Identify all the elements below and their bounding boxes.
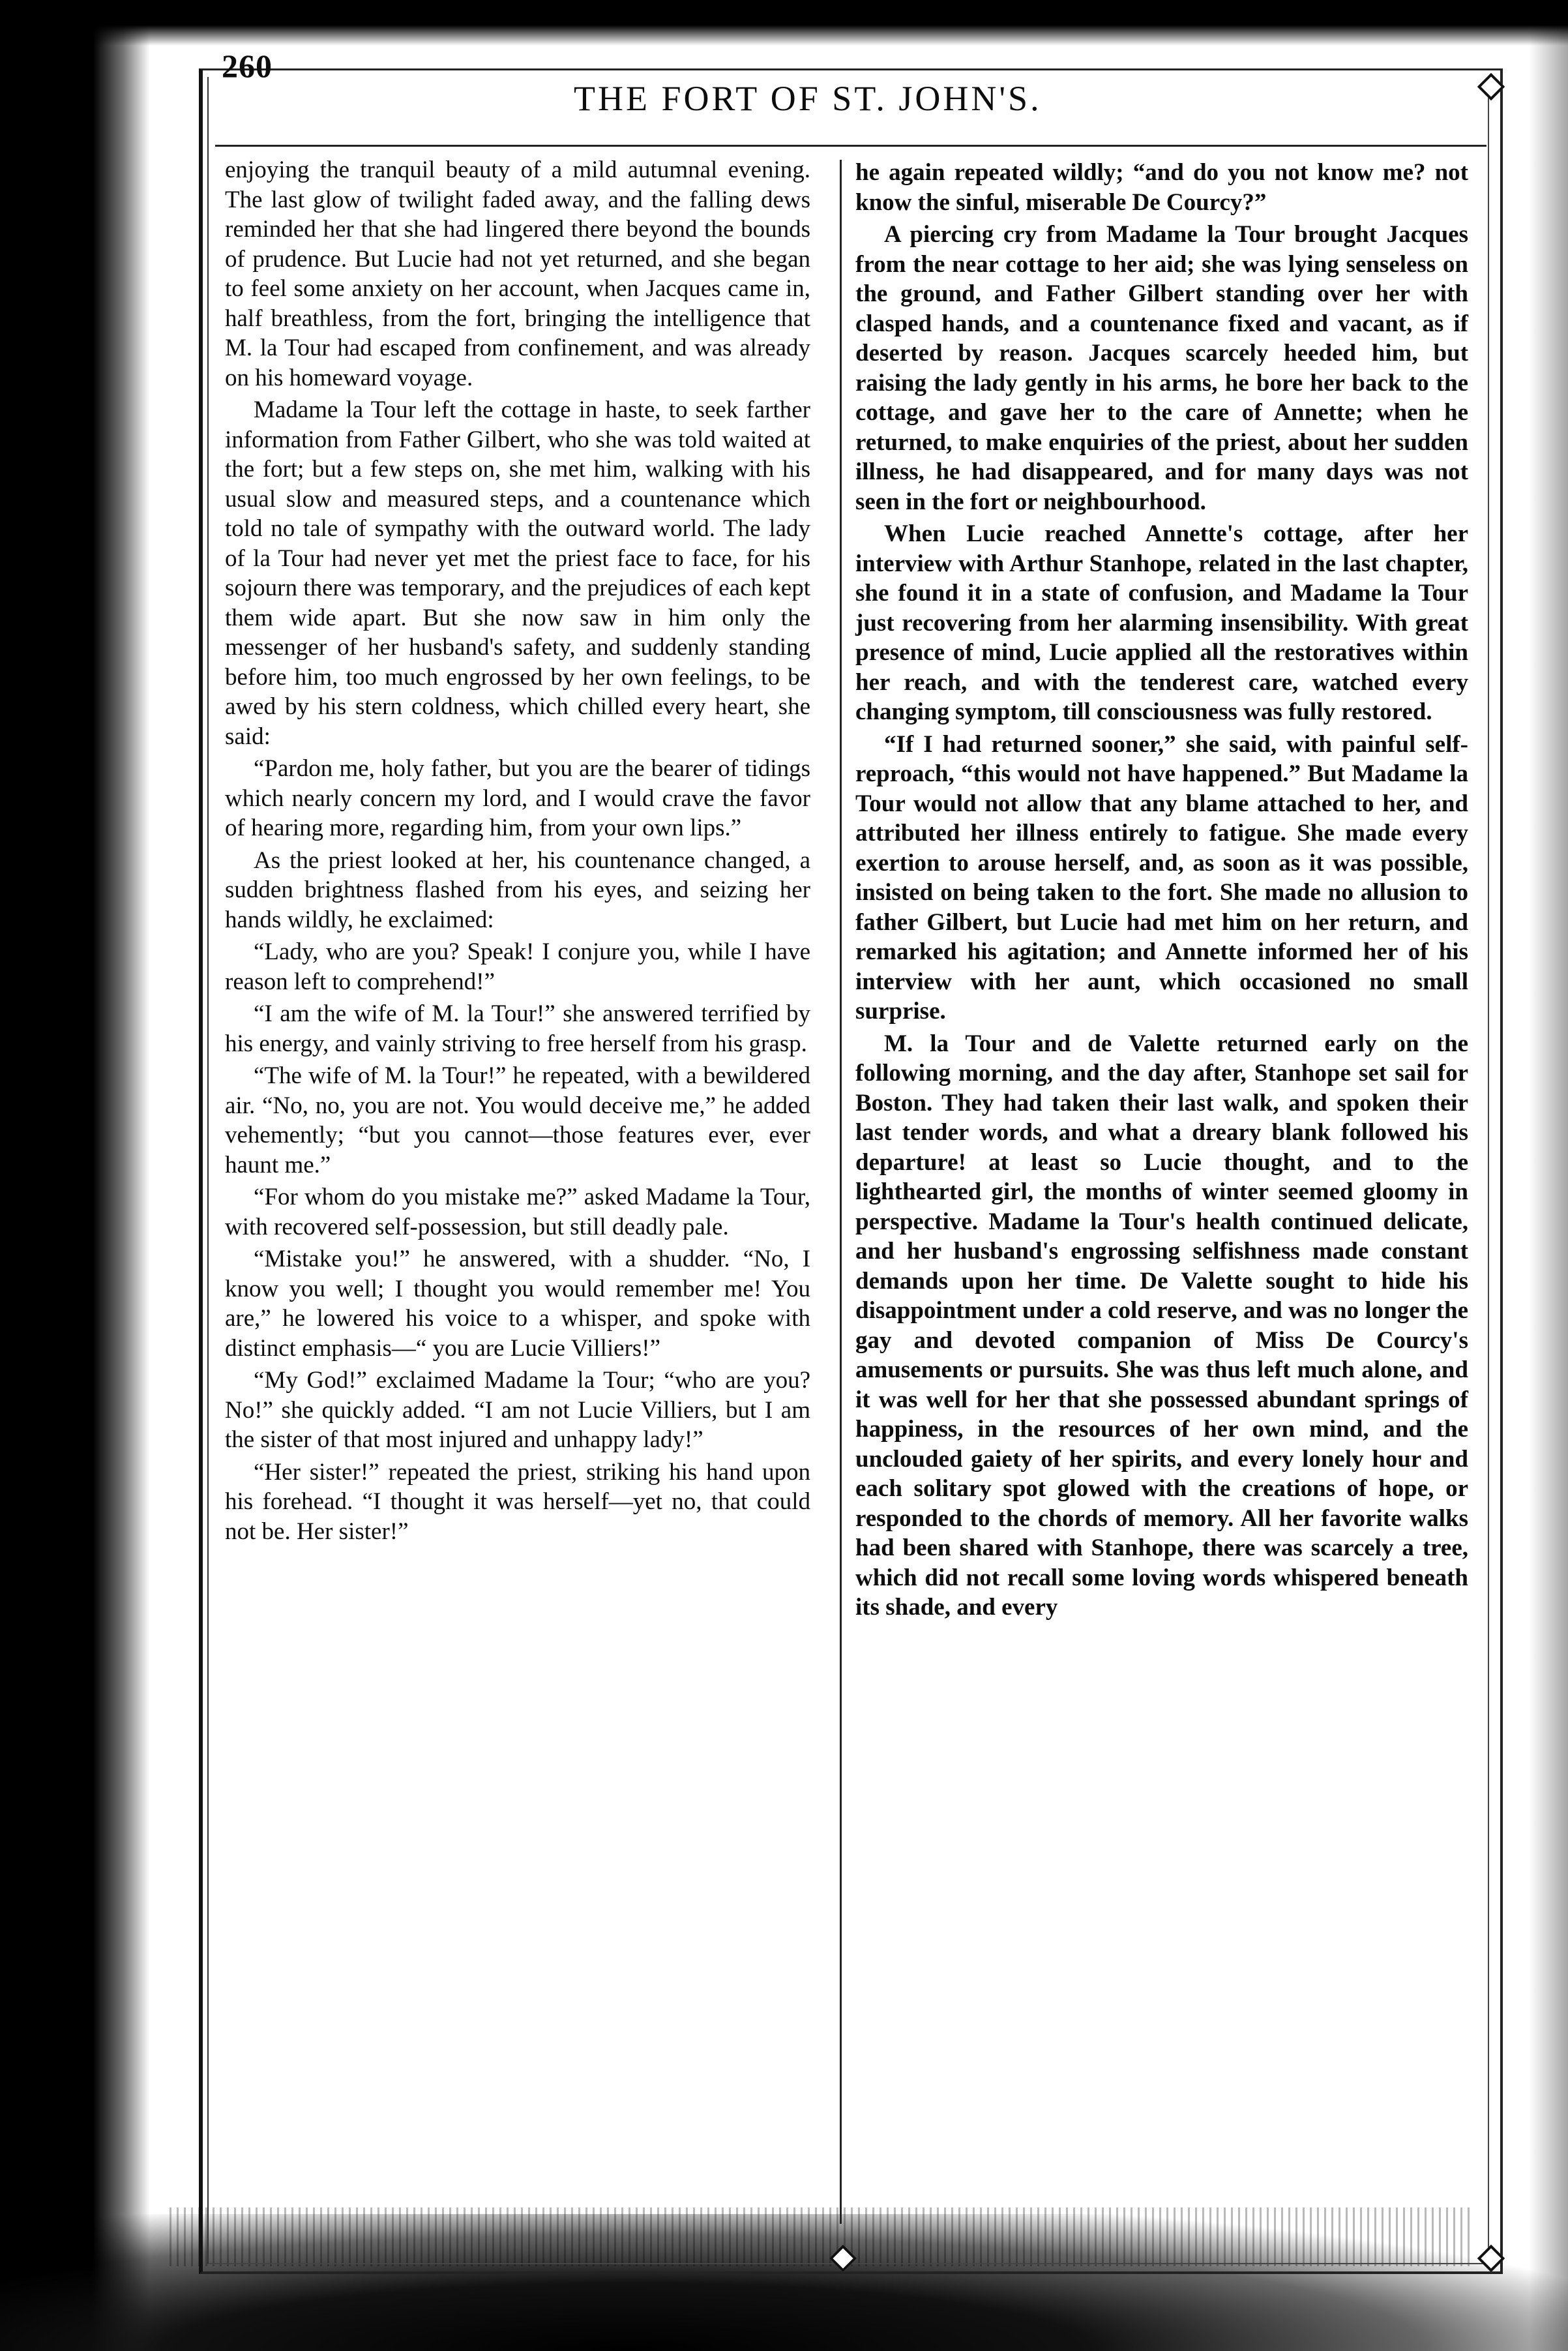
paragraph: When Lucie reached Annette's cottage, after her interview with Arthur Stanhope, related in the last chapter, she found it in a state of confusion, and Madame la Tour just recovering from her alarming insensibility. With great presence of mind, Lucie applied all the restoratives within her reach, and with the tenderest care, watched every changing symptom, till consciousness was fully restored. <box>855 520 1468 725</box>
paragraph: “If I had returned sooner,” she said, with painful self-reproach, “this would not have happened.” But Madame la Tour would not allow that any blame attached to her, and attributed her illness entirely to fatigue. She made every exertion to arouse herself, and, as soon as it was possible, insisted on being taken to the fort. She made no allusion to father Gilbert, but Lucie had met him on her return, and remarked his agitation; and Annette informed her of his interview with her aunt, which occasioned no small surprise. <box>855 730 1468 1025</box>
scan-binding-shadow <box>0 0 150 2351</box>
running-head: THE FORT OF ST. JOHN'S. <box>574 79 1042 118</box>
paragraph: “Pardon me, holy father, but you are the bearer of tidings which nearly concern my lord, and I would crave the favor of hearing more, regarding him, from your own lips.” <box>225 755 810 841</box>
paragraph: “I am the wife of M. la Tour!” she answered terrified by his energy, and vainly striving to free herself from his grasp. <box>225 1000 810 1057</box>
paragraph: As the priest looked at her, his countenance changed, a sudden brightness flashed from his eyes, and seizing her hands wildly, he exclaimed: <box>225 846 810 933</box>
column-divider <box>840 160 842 2224</box>
paragraph: “My God!” exclaimed Madame la Tour; “who are you? No!” she quickly added. “I am not Lucie Villiers, but I am the sister of that most injured and unhappy lady!” <box>225 1367 810 1453</box>
scan-top-edge <box>0 0 1568 46</box>
scan-right-edge <box>1529 0 1568 2351</box>
paragraph: “The wife of M. la Tour!” he repeated, with a bewildered air. “No, no, you are not. You would deceive me,” he added vehemently; “but you cannot—those features ever, ever haunt me.” <box>225 1062 810 1178</box>
paragraph: Madame la Tour left the cottage in haste, to seek farther information from Father Gilbert, who she was told waited at the fort; but a few steps on, she met him, walking with his usual slow and measured steps, and a countenance which told no tale of sympathy with the outward world. The lady of la Tour had never yet met the priest face to face, for his sojourn there was temporary, and the prejudices of each kept them wide apart. But she now saw in him only the messenger of her husband's safety, and suddenly standing before him, too much engrossed by her own feelings, to be awed by his stern coldness, which chilled every heart, she said: <box>225 397 810 750</box>
header-rule <box>215 145 1487 147</box>
paragraph: he again repeated wildly; “and do you not know me? not know the sinful, miserable De Courcy?” <box>855 159 1468 216</box>
right-column <box>855 158 1468 1625</box>
paragraph: “Mistake you!” he answered, with a shudder. “No, I know you well; I thought you would remember me! You are,” he lowered his voice to a whisper, and spoke with distinct emphasis—“ you are Lucie Villiers!” <box>225 1246 810 1362</box>
left-column <box>225 155 810 1549</box>
page-number: 260 <box>222 48 273 84</box>
paragraph: “Lady, who are you? Speak! I conjure you, while I have reason left to comprehend!” <box>225 938 810 995</box>
paragraph: A piercing cry from Madame la Tour brought Jacques from the near cottage to her aid; she was lying senseless on the ground, and Father Gilbert standing over her with clasped hands, and a countenance fixed and vacant, as if deserted by reason. Jacques scarcely heeded him, but raising the lady gently in his arms, he bore her back to the cottage, and gave her to the care of Annette; when he returned, to make enquiries of the priest, about her sudden illness, he had disappeared, and for many days was not seen in the fort or neighbourhood. <box>855 221 1468 515</box>
paragraph: M. la Tour and de Valette returned early on the following morning, and the day after, Stanhope set sail for Boston. They had taken their last walk, and spoken their last tender words, and what a dreary blank followed his departure! at least so Lucie thought, and to the lighthearted girl, the months of winter seemed gloomy in perspective. Madame la Tour's health continued delicate, and her husband's engrossing selfishness made constant demands upon her time. De Valette sought to hide his disappointment under a cold reserve, and was no longer the gay and devoted companion of Miss De Courcy's amusements or pursuits. She was thus left much alone, and it was well for her that she possessed abundant springs of happiness, in the resources of her own mind, and the unclouded gaiety of her spirits, and every lonely hour and each solitary spot glowed with the creations of hope, or responded to the chords of memory. All her favorite walks had been shared with Stanhope, there was scarcely a tree, which did not recall some loving words whispered beneath its shade, and every <box>855 1030 1468 1621</box>
paragraph: “For whom do you mistake me?” asked Madame la Tour, with recovered self-possession, but still deadly pale. <box>225 1184 810 1240</box>
paragraph: enjoying the tranquil beauty of a mild autumnal evening. The last glow of twilight faded away, and the falling dews reminded her that she had lingered there beyond the bounds of prudence. But Lucie had not yet returned, and she began to feel some anxiety on her account, when Jacques came in, half breathless, from the fort, bringing the intelligence that M. la Tour had escaped from confinement, and was already on his homeward voyage. <box>225 157 810 391</box>
paragraph: “Her sister!” repeated the priest, striking his hand upon his forehead. “I thought it was herself—yet no, that could not be. Her sister!” <box>225 1458 810 1545</box>
